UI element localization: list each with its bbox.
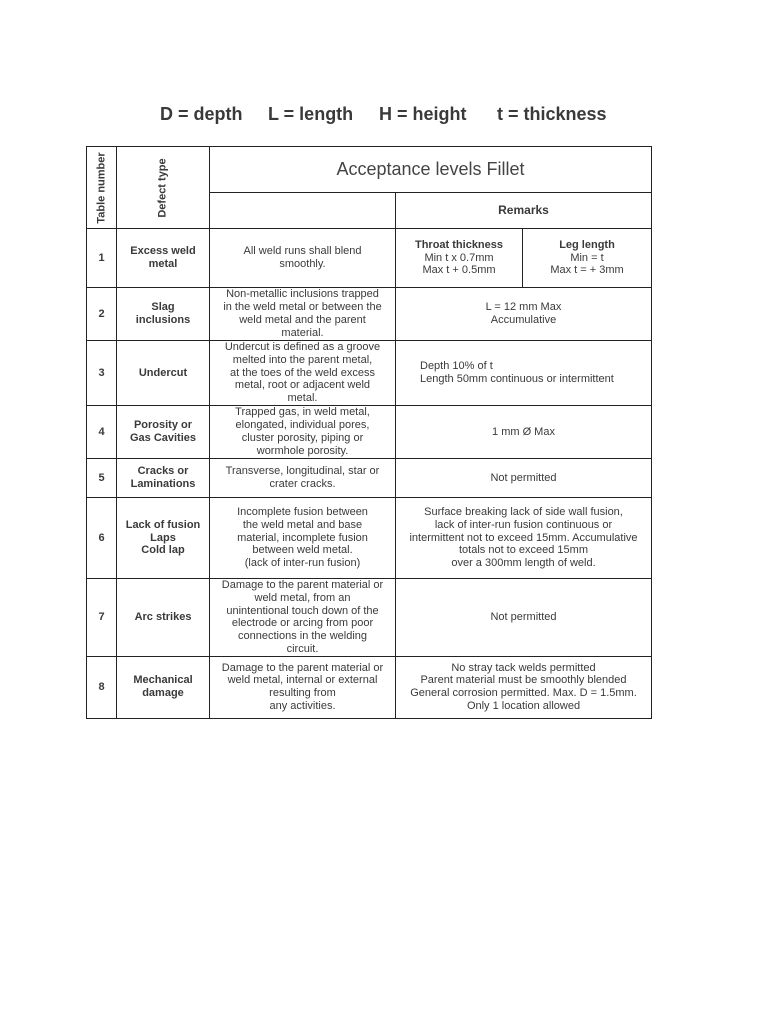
throat-thickness-heading: Throat thickness — [414, 238, 504, 251]
throat-thickness-values: Min t x 0.7mm Max t + 0.5mm — [422, 251, 496, 277]
defect-description: Transverse, longitudinal, star or crater cracks. — [210, 458, 396, 497]
leg-length-heading: Leg length — [559, 238, 615, 251]
defect-type: Lack of fusion Laps Cold lap — [117, 497, 210, 578]
defect-type: Arc strikes — [117, 578, 210, 656]
row-number: 8 — [87, 656, 117, 718]
table-row — [87, 458, 652, 497]
defect-description: Undercut is defined as a groove melted into the parent metal, at the toes of the weld excess metal, root or adjacent weld metal. — [210, 341, 396, 406]
defect-description: Damage to the parent material or weld metal, internal or external resulting from any activities. — [210, 656, 396, 718]
defect-type-label: Defect type — [156, 157, 169, 218]
table-number-label: Table number — [95, 151, 108, 224]
remark: Surface breaking lack of side wall fusion, lack of inter-run fusion continuous or intermittent not to exceed 15mm. Accumulative totals not to exceed 15mm over a 300mm length of weld. — [396, 497, 652, 578]
remark: Not permitted — [396, 458, 652, 497]
defect-type: Porosity or Gas Cavities — [117, 405, 210, 458]
defect-description: Incomplete fusion between the weld metal and base material, incomplete fusion between weld metal. (lack of inter-run fusion) — [210, 497, 396, 578]
throat-thickness-cell — [396, 229, 523, 288]
table-row — [87, 405, 652, 458]
leg-length-cell — [523, 229, 652, 288]
abbreviation-legend — [0, 104, 768, 130]
defect-type: Undercut — [117, 341, 210, 406]
acceptance-levels-table — [86, 146, 652, 719]
table-row — [87, 656, 652, 718]
legend-thickness: t = thickness — [497, 104, 607, 124]
legend-height: H = height — [379, 104, 467, 124]
row-number: 7 — [87, 578, 117, 656]
remark: Not permitted — [396, 578, 652, 656]
defect-type: Cracks or Laminations — [117, 458, 210, 497]
row-number: 3 — [87, 341, 117, 406]
description-header — [210, 192, 396, 228]
remark: No stray tack welds permitted Parent material must be smoothly blended General corrosion permitted. Max. D = 1.5mm. Only 1 location allowed — [396, 656, 652, 718]
defect-description: Non-metallic inclusions trapped in the weld metal or between the weld metal and the parent material. — [210, 288, 396, 341]
remark: Depth 10% of t Length 50mm continuous or intermittent — [396, 341, 652, 406]
row-number: 2 — [87, 288, 117, 341]
table-row — [87, 578, 652, 656]
table-title: Acceptance levels Fillet — [210, 147, 652, 193]
legend-depth: D = depth — [160, 104, 243, 124]
table-row — [87, 229, 652, 288]
table-header-row — [87, 147, 652, 193]
row-number: 6 — [87, 497, 117, 578]
defect-type-header — [117, 147, 210, 229]
remark: 1 mm Ø Max — [396, 405, 652, 458]
defect-description: Trapped gas, in weld metal, elongated, individual pores, cluster porosity, piping or wormhole porosity. — [210, 405, 396, 458]
table-number-header — [87, 147, 117, 229]
defect-description: All weld runs shall blend smoothly. — [210, 229, 396, 288]
table-row — [87, 341, 652, 406]
table-row — [87, 288, 652, 341]
defect-description: Damage to the parent material or weld metal, from an unintentional touch down of the electrode or arcing from poor connections in the welding circuit. — [210, 578, 396, 656]
remarks-header: Remarks — [396, 192, 652, 228]
leg-length-values: Min = t Max t = + 3mm — [550, 251, 624, 277]
defect-type: Mechanical damage — [117, 656, 210, 718]
row-number: 4 — [87, 405, 117, 458]
remark: L = 12 mm Max Accumulative — [396, 288, 652, 341]
defect-type: Excess weld metal — [117, 229, 210, 288]
table-row — [87, 497, 652, 578]
legend-length: L = length — [268, 104, 354, 124]
row-number: 5 — [87, 458, 117, 497]
row-number: 1 — [87, 229, 117, 288]
defect-type: Slag inclusions — [117, 288, 210, 341]
